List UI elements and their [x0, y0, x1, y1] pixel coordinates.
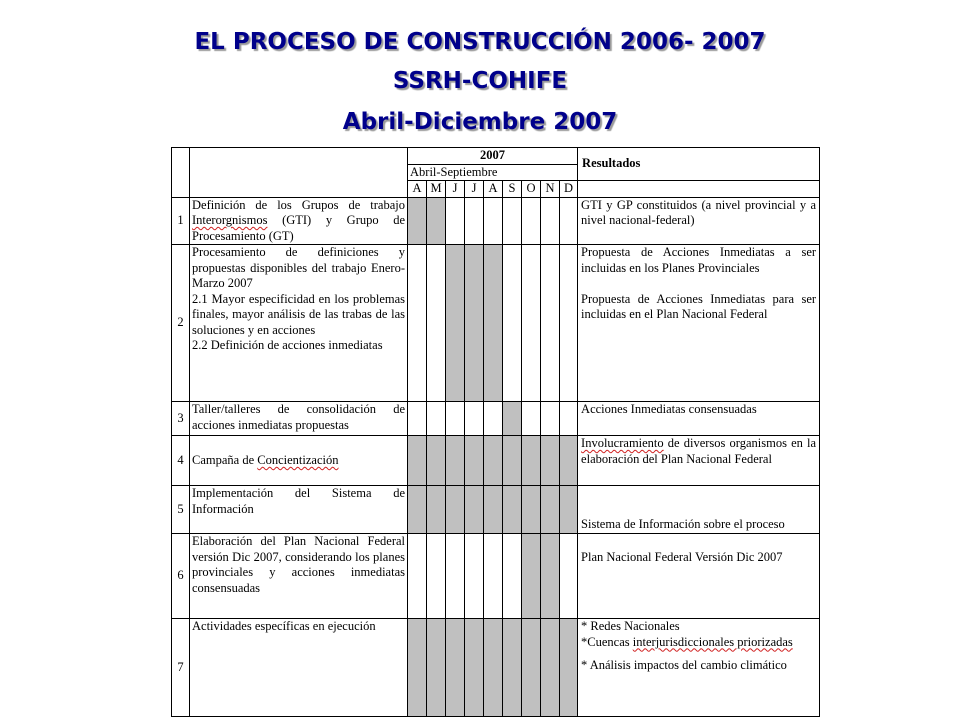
month-header: J — [446, 181, 465, 198]
month-cell — [446, 534, 465, 619]
month-cell — [408, 197, 427, 245]
month-header: M — [427, 181, 446, 198]
result-cell: Involucramiento de diversos organismos en la elaboración del Plan Nacional Federal — [578, 436, 820, 486]
month-cell — [541, 402, 560, 436]
month-cell — [560, 436, 578, 486]
month-cell — [427, 436, 446, 486]
month-cell — [484, 245, 503, 402]
activity-cell: Taller/talleres de consolidación de acciones inmediatas propuestas — [190, 402, 408, 436]
page-subtitle: SSRH-COHIFE — [392, 68, 568, 94]
page-title: EL PROCESO DE CONSTRUCCIÓN 2006- 2007 — [194, 29, 766, 55]
row-number: 4 — [172, 436, 190, 486]
month-cell — [541, 436, 560, 486]
month-cell — [560, 534, 578, 619]
month-cell — [446, 436, 465, 486]
activity-cell: Definición de los Grupos de trabajo Interorgnismos (GTI) y Grupo de Procesamiento (GT) — [190, 197, 408, 245]
activity-cell: Actividades específicas en ejecución — [190, 619, 408, 717]
month-cell — [408, 619, 427, 717]
month-cell — [427, 486, 446, 534]
month-cell — [560, 619, 578, 717]
row-number: 6 — [172, 534, 190, 619]
month-cell — [522, 534, 541, 619]
month-cell — [484, 197, 503, 245]
month-cell — [465, 245, 484, 402]
table-row — [172, 436, 820, 486]
month-cell — [522, 436, 541, 486]
month-cell — [446, 619, 465, 717]
month-cell — [427, 402, 446, 436]
month-cell — [560, 197, 578, 245]
month-cell — [484, 534, 503, 619]
period-header: Abril-Septiembre — [408, 164, 578, 181]
table-row — [172, 534, 820, 619]
month-cell — [541, 619, 560, 717]
month-cell — [446, 245, 465, 402]
month-cell — [484, 402, 503, 436]
page-period: Abril-Diciembre 2007 — [342, 109, 618, 135]
table-row — [172, 486, 820, 534]
month-cell — [465, 436, 484, 486]
month-cell — [427, 245, 446, 402]
month-cell — [560, 402, 578, 436]
month-cell — [522, 197, 541, 245]
month-cell — [465, 619, 484, 717]
activity-cell: Campaña de Concientización — [190, 436, 408, 486]
table-row — [172, 619, 820, 717]
month-cell — [503, 402, 522, 436]
month-cell — [541, 486, 560, 534]
month-header: A — [484, 181, 503, 198]
month-cell — [427, 197, 446, 245]
month-cell — [522, 402, 541, 436]
month-cell — [465, 486, 484, 534]
schedule-table — [171, 147, 820, 717]
month-header: D — [560, 181, 578, 198]
month-cell — [522, 486, 541, 534]
activity-cell: Elaboración del Plan Nacional Federal versión Dic 2007, considerando los planes provinciales y acciones inmediatas consensuadas — [190, 534, 408, 619]
month-cell — [408, 245, 427, 402]
month-cell — [446, 486, 465, 534]
month-header: O — [522, 181, 541, 198]
results-header: Resultados — [578, 148, 820, 181]
month-header: A — [408, 181, 427, 198]
month-cell — [446, 197, 465, 245]
month-cell — [427, 619, 446, 717]
month-cell — [465, 197, 484, 245]
result-cell: Propuesta de Acciones Inmediatas a ser incluidas en los Planes Provinciales Propuesta de Acciones Inmediatas para ser incluidas en el Plan Nacional Federal — [578, 245, 820, 402]
row-number: 7 — [172, 619, 190, 717]
month-header: N — [541, 181, 560, 198]
month-cell — [503, 486, 522, 534]
result-cell: Acciones Inmediatas consensuadas — [578, 402, 820, 436]
header-empty — [172, 148, 190, 198]
month-cell — [446, 402, 465, 436]
year-header: 2007 — [408, 148, 578, 165]
month-cell — [484, 619, 503, 717]
month-cell — [427, 534, 446, 619]
month-cell — [522, 619, 541, 717]
row-number: 2 — [172, 245, 190, 402]
month-cell — [408, 402, 427, 436]
month-cell — [465, 534, 484, 619]
header-empty — [190, 148, 408, 198]
result-cell: Sistema de Información sobre el proceso — [578, 486, 820, 534]
month-cell — [522, 245, 541, 402]
row-number: 1 — [172, 197, 190, 245]
month-cell — [503, 245, 522, 402]
row-number: 5 — [172, 486, 190, 534]
month-cell — [503, 436, 522, 486]
month-cell — [503, 197, 522, 245]
result-cell: * Redes Nacionales *Cuencas interjurisdiccionales priorizadas * Análisis impactos del cambio climático — [578, 619, 820, 717]
month-cell — [484, 436, 503, 486]
month-cell — [503, 619, 522, 717]
month-cell — [465, 402, 484, 436]
row-number: 3 — [172, 402, 190, 436]
month-cell — [408, 436, 427, 486]
activity-cell: Implementación del Sistema de Información — [190, 486, 408, 534]
table-row — [172, 197, 820, 245]
month-cell — [484, 486, 503, 534]
result-cell: Plan Nacional Federal Versión Dic 2007 — [578, 534, 820, 619]
table-row — [172, 245, 820, 402]
month-cell — [408, 534, 427, 619]
month-cell — [541, 534, 560, 619]
month-cell — [503, 534, 522, 619]
month-cell — [408, 486, 427, 534]
month-cell — [541, 197, 560, 245]
month-cell — [541, 245, 560, 402]
header-empty — [578, 181, 820, 198]
month-cell — [560, 245, 578, 402]
result-cell: GTI y GP constituidos (a nivel provincial y a nivel nacional-federal) — [578, 197, 820, 245]
table-row — [172, 402, 820, 436]
month-cell — [560, 486, 578, 534]
month-header: J — [465, 181, 484, 198]
activity-cell: Procesamiento de definiciones y propuestas disponibles del trabajo Enero-Marzo 2007 2.1 Mayor especificidad en los problemas finales, mayor análisis de las trabas de las soluciones y en acciones 2.2 Definición de acciones inmediatas — [190, 245, 408, 402]
month-header: S — [503, 181, 522, 198]
